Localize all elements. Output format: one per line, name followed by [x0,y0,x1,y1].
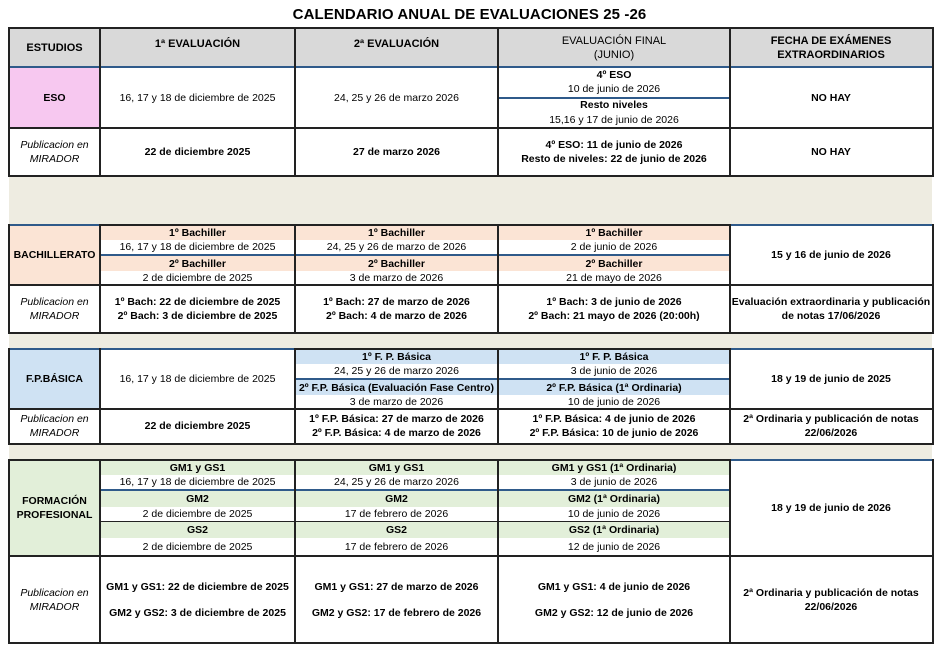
fpb-pub-eval1 [100,409,295,443]
header-estudios-label: ESTUDIOS [26,41,83,54]
fp-eval1-date-3: 2 de diciembre de 2025 [142,540,253,553]
border [497,348,499,445]
border [9,175,934,177]
fp-extra-text: 18 y 19 de junio de 2026 [771,501,891,514]
header-final-line1: EVALUACIÓN FINAL [561,34,667,47]
bachillerato-label-text: BACHILLERATO [13,249,96,261]
bach-final-group-2: 2º Bachiller [498,256,730,271]
border [8,348,10,445]
eso-final-date-1: 10 de junio de 2026 [567,83,661,95]
border [9,332,934,334]
border [9,224,730,226]
fp-eval2 [295,460,498,555]
fpb-pub-extra-line1: 2ª Ordinaria y publicación de notas [743,413,919,425]
fpb-pub-eval1-text: 22 de diciembre 2025 [144,420,251,432]
border [497,459,499,644]
fp-eval2-group-1: GM1 y GS1 [295,460,498,475]
eso-pub-eval1-text: 22 de diciembre 2025 [144,145,251,158]
fp-eval2-group-2: GM2 [295,491,498,507]
header-extra [730,28,932,67]
fp-final-group-1: GM1 y GS1 (1ª Ordinaria) [498,460,730,475]
eso-eval1-date: 16, 17 y 18 de diciembre de 2025 [119,91,276,104]
bach-pub-eval1-line2: 2º Bach: 3 de diciembre de 2025 [117,309,278,322]
fp-final [498,460,730,555]
bach-pub-final-line1: 1º Bach: 3 de junio de 2026 [546,295,682,308]
bach-eval2-date-2: 3 de marzo de 2026 [349,272,444,284]
border [729,27,731,177]
border [9,459,730,461]
fpb-pub-final [498,409,730,443]
bach-pub-extra-line1: Evaluación extraordinaria y publicación [731,295,931,308]
bach-divider [100,254,730,256]
border [932,348,934,445]
fpb-final-group-2: 2º F.P. Básica (1ª Ordinaria) [498,380,730,395]
fp-extra [730,460,932,555]
fp-basica-extra-text: 18 y 19 de junio de 2025 [771,373,891,385]
separator-band-2 [9,334,932,348]
bach-eval2-date-1: 24, 25 y 26 de marzo de 2026 [326,241,467,253]
fpb-eval2-group-1: 1º F. P. Básica [295,349,498,364]
fpb-pub-extra-line2: 22/06/2026 [804,427,858,439]
bach-eval1-date-2: 2 de diciembre de 2025 [142,272,253,284]
eso-final-date-2: 15,16 y 17 de junio de 2026 [549,114,679,126]
fp-eval1-date-1: 16, 17 y 18 de diciembre de 2025 [119,476,276,488]
fpb-pub-eval2 [295,409,498,443]
fp-pub-extra [730,557,932,643]
bach-final-group-1: 1º Bachiller [498,225,730,240]
fp-basica-eval1 [100,349,295,409]
mirador-label-line2: MIRADOR [29,152,80,165]
fp-eval2-date-1: 24, 25 y 26 de marzo 2026 [334,476,459,488]
eso-final-group-2: Resto niveles [580,99,648,111]
bach-eval1-group-2: 2º Bachiller [100,256,295,271]
mirador-label-line1: Publicacion en [20,587,89,599]
mirador-label-line2: MIRADOR [29,427,80,439]
fp-eval1-group-1: GM1 y GS1 [100,460,295,475]
fp-eval1 [100,460,295,555]
fp-eval2-date-2: 17 de febrero de 2026 [344,508,449,520]
fp-final-group-3: GS2 (1ª Ordinaria) [498,522,730,538]
fp-basica-extra [730,349,932,409]
border [497,224,499,334]
border [729,224,731,334]
fpb-pub-extra [730,409,932,443]
border [294,348,296,445]
eso-pub-final-line1: 4º ESO: 11 de junio de 2026 [545,138,683,151]
border [729,459,731,644]
mirador-label-line1: Publicacion en [20,295,89,308]
fp-eval1-group-2: GM2 [100,491,295,507]
fp-final-date-1: 3 de junio de 2026 [570,476,658,488]
fpb-pub-eval2-line1: 1º F.P. Básica: 27 de marzo de 2026 [309,413,484,425]
fp-pub-extra-line1: 2ª Ordinaria y publicación de notas [743,587,919,599]
fpb-eval2-date-1: 24, 25 y 26 de marzo 2026 [334,365,459,377]
fp-divider-1 [100,489,730,491]
fp-final-date-3: 12 de junio de 2026 [567,540,661,553]
bach-final-date-2: 21 de mayo de 2026 [566,272,662,284]
fp-pub-eval1-line2: GM2 y GS2: 3 de diciembre de 2025 [109,607,286,619]
eso-final-group-1: 4º ESO [596,69,632,81]
fp-final-group-2: GM2 (1ª Ordinaria) [498,491,730,507]
border [99,224,101,334]
border [99,348,101,445]
header-extra-line2: EXTRAORDINARIOS [777,48,885,61]
bach-pub-eval2 [295,285,498,332]
header-eval1 [100,28,295,67]
eso-label-text: ESO [43,91,66,104]
fpb-pub-final-line1: 1º F.P. Básica: 4 de junio de 2026 [532,413,696,425]
fp-label [9,460,100,555]
fpb-eval2-date-2: 3 de marzo de 2026 [349,396,444,408]
bach-pub-extra [730,285,932,332]
border [99,459,101,644]
header-bottom-line [9,66,934,68]
border [295,348,730,350]
eso-extra [730,67,932,128]
header-final [498,28,730,67]
eso-pub-eval2 [295,128,498,175]
fp-basica-label-text: F.P.BÁSICA [26,373,83,385]
fpb-eval2-group-2: 2º F.P. Básica (Evaluación Fase Centro) [295,380,498,395]
mirador-label-line2: MIRADOR [29,309,80,322]
eso-eval2-date: 24, 25 y 26 de marzo 2026 [334,91,459,104]
border [9,642,934,644]
mirador-label-line2: MIRADOR [29,601,80,613]
border [9,27,934,29]
bach-eval1-group-1: 1º Bachiller [100,225,295,240]
bachillerato-label [9,225,100,285]
border [8,224,10,334]
bach-pub-eval2-line1: 1º Bach: 27 de marzo de 2026 [323,295,470,308]
border [932,27,934,177]
bach-eval2-group-2: 2º Bachiller [295,256,498,271]
fp-mirador-label [9,557,100,643]
eso-final-divider [498,97,730,99]
fp-pub-extra-line2: 22/06/2026 [804,601,858,613]
eso-pub-eval1 [100,128,295,175]
bach-pub-final-line2: 2º Bach: 21 mayo de 2026 (20:00h) [528,309,700,322]
eso-mirador-label [9,128,100,175]
border [730,224,934,226]
border [497,27,499,177]
fp-pub-final-line2: GM2 y GS2: 12 de junio de 2026 [534,607,694,619]
fp-eval2-group-3: GS2 [295,522,498,538]
bach-eval1-date-1: 16, 17 y 18 de diciembre de 2025 [119,241,276,253]
border [729,348,731,445]
bach-mirador-label [9,285,100,332]
fp-pub-eval2-line2: GM2 y GS2: 17 de febrero de 2026 [311,607,482,619]
eso-pub-extra [730,128,932,175]
border [932,459,934,644]
mirador-label-line1: Publicacion en [20,413,89,425]
eso-label [9,67,100,128]
border [9,127,934,129]
border [8,459,10,644]
border [9,555,934,557]
fp-pub-final-line1: GM1 y GS1: 4 de junio de 2026 [537,581,691,593]
mirador-label-line1: Publicacion en [20,138,89,151]
fpb-final-date-2: 10 de junio de 2026 [567,396,661,408]
bach-pub-eval1-line1: 1º Bach: 22 de diciembre de 2025 [114,295,281,308]
eso-eval1 [100,67,295,128]
separator-band-1 [9,177,932,224]
border [99,27,101,177]
header-estudios [9,28,100,67]
bachillerato-extra-text: 15 y 16 de junio de 2026 [771,249,891,261]
eso-extra-text: NO HAY [811,91,851,104]
eso-pub-eval2-text: 27 de marzo 2026 [353,145,440,158]
border [8,27,10,177]
fp-eval1-group-3: GS2 [100,522,295,538]
fp-eval1-date-2: 2 de diciembre de 2025 [142,508,253,520]
fp-basica-eval1-date: 16, 17 y 18 de diciembre de 2025 [119,373,276,385]
fpb-pub-eval2-line2: 2º F.P. Básica: 4 de marzo de 2026 [312,427,481,439]
fp-pub-eval1-line1: GM1 y GS1: 22 de diciembre de 2025 [106,581,289,593]
page-title: CALENDARIO ANUAL DE EVALUACIONES 25 -26 [292,6,647,23]
border [932,224,934,334]
separator-band-3 [9,445,932,459]
eso-pub-final-line2: Resto de niveles: 22 de junio de 2026 [521,152,707,165]
bachillerato-extra [730,225,932,285]
border [730,459,934,461]
header-eval2 [295,28,498,67]
fpb-final-group-1: 1º F. P. Básica [498,349,730,364]
fp-pub-eval2 [295,557,498,643]
fp-final-date-2: 10 de junio de 2026 [567,508,661,520]
header-eval2-label: 2ª EVALUACIÓN [353,38,440,50]
fp-pub-eval2-line1: GM1 y GS1: 27 de marzo de 2026 [314,581,479,593]
header-final-line2: (JUNIO) [593,48,635,61]
bach-final-date-1: 2 de junio de 2026 [570,241,658,253]
bach-eval2-group-1: 1º Bachiller [295,225,498,240]
header-eval1-label: 1ª EVALUACIÓN [154,38,241,50]
fp-pub-eval1 [100,557,295,643]
fp-eval2-date-3: 17 de febrero de 2026 [344,540,449,553]
eso-eval2 [295,67,498,128]
fp-basica-label [9,349,100,409]
bach-pub-extra-line2: de notas 17/06/2026 [781,309,881,322]
border [9,408,934,410]
header-extra-line1: FECHA DE EXÁMENES [770,34,892,47]
eso-pub-final [498,128,730,175]
eso-pub-extra-text: NO HAY [811,145,851,158]
fpb-mirador-label [9,409,100,443]
border [294,27,296,177]
bach-pub-eval1 [100,285,295,332]
fpb-final-date-1: 3 de junio de 2026 [570,365,658,377]
border [9,224,100,226]
bach-pub-final [498,285,730,332]
border [9,284,934,286]
fp-label-line1: FORMACIÓN [22,494,87,507]
bach-pub-eval2-line2: 2º Bach: 4 de marzo de 2026 [326,309,467,322]
fpb-pub-final-line2: 2º F.P. Básica: 10 de junio de 2026 [529,427,699,439]
border [9,443,934,445]
fp-pub-final [498,557,730,643]
fpb-divider [295,378,730,380]
border [294,224,296,334]
border [294,459,296,644]
fp-label-line2: PROFESIONAL [16,508,93,521]
fp-divider-2 [100,521,730,522]
